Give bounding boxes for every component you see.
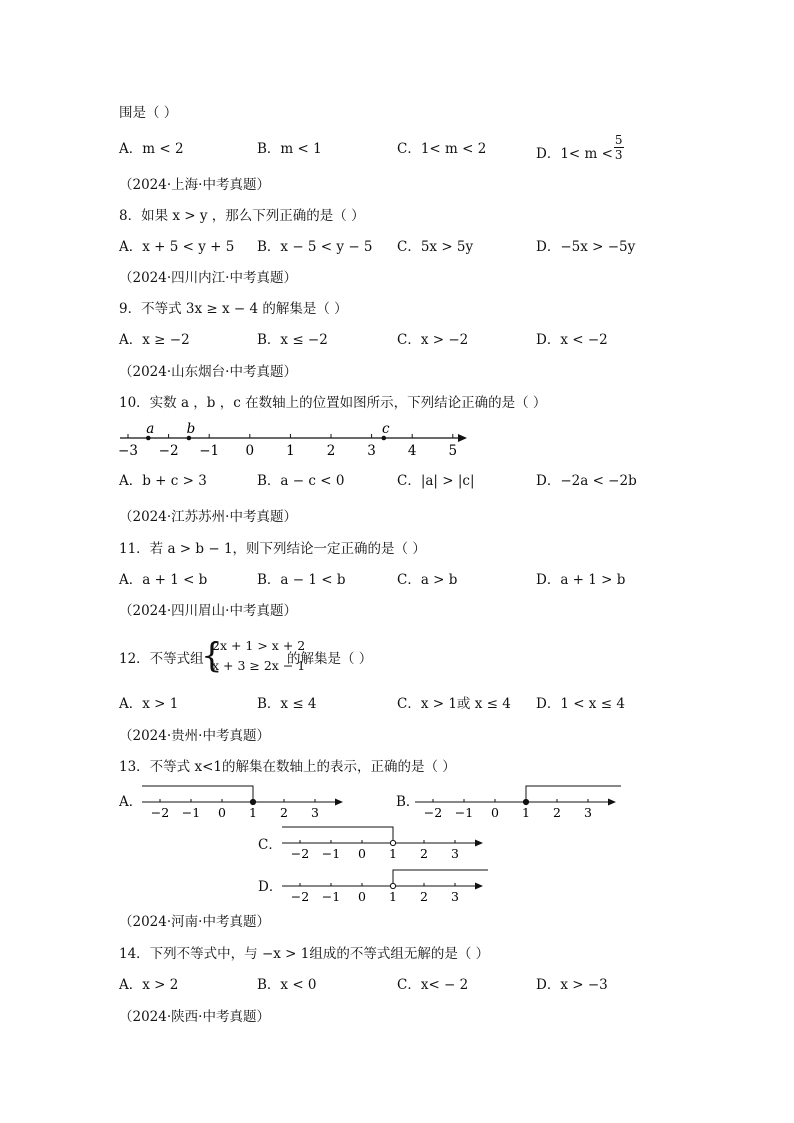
- source-q8: （2024·四川内江·中考真题）: [119, 270, 297, 286]
- tick-label: 3: [451, 846, 459, 861]
- q12-inequality-1: 2x + 1 > x + 2: [212, 638, 306, 653]
- q7-option-d-prefix: D．1< m <: [536, 146, 613, 162]
- q12-stem-prefix: 12．不等式组: [119, 651, 204, 667]
- q10-tick-label: 2: [326, 443, 336, 459]
- q11-option-c: C．a > b: [397, 572, 458, 588]
- source-q14: （2024·陕西·中考真题）: [119, 1009, 270, 1025]
- q9-option-a: A．x ≥ −2: [119, 332, 190, 348]
- q8-option-a: A．x + 5 < y + 5: [119, 239, 235, 255]
- q12-stem-suffix: 的解集是（ ）: [287, 651, 373, 667]
- q12-option-b: B．x ≤ 4: [257, 696, 317, 712]
- q10-point-label: c: [381, 421, 390, 437]
- q10-tick-label: 3: [367, 443, 376, 459]
- closed-point: [250, 799, 255, 804]
- q10-option-d: D．−2a < −2b: [536, 473, 637, 489]
- q13-option-d-label: D．: [258, 879, 283, 895]
- tick-label: 2: [280, 805, 288, 820]
- tick-label: 2: [420, 889, 428, 904]
- q10-tick-label: 5: [448, 443, 458, 459]
- tick-label: 0: [491, 805, 499, 820]
- q12-inequality-2: x + 3 ≥ 2x − 1: [212, 658, 306, 673]
- q13-stem: 13．不等式 x<1的解集在数轴上的表示，正确的是（ ）: [119, 759, 456, 775]
- tick-label: −1: [321, 846, 341, 861]
- q12-brace: {: [201, 636, 223, 676]
- q10-stem: 10．实数 a ，b ，c 在数轴上的位置如图所示，下列结论正确的是（ ）: [119, 395, 547, 411]
- solution-ray: [526, 786, 621, 802]
- axis-arrow: [608, 799, 616, 806]
- tick-label: 1: [389, 889, 397, 904]
- q7-option-a: A．m < 2: [119, 141, 184, 157]
- source-q9: （2024·山东烟台·中考真题）: [119, 364, 297, 380]
- q11-option-d: D．a + 1 > b: [536, 572, 626, 588]
- q13-option-a-label: A．: [119, 794, 143, 810]
- q9-option-d: D．x < −2: [536, 332, 608, 348]
- tick-label: 3: [311, 805, 319, 820]
- tick-label: 0: [358, 846, 366, 861]
- source-q7: （2024·上海·中考真题）: [119, 177, 270, 193]
- q10-tick-label: −2: [158, 443, 179, 459]
- tick-label: 0: [358, 889, 366, 904]
- q14-option-d: D．x > −3: [536, 977, 608, 993]
- axis-arrow: [475, 883, 483, 890]
- q8-option-b: B．x − 5 < y − 5: [257, 239, 373, 255]
- q10-option-b: B．a − c < 0: [257, 473, 345, 489]
- q11-stem: 11．若 a > b − 1，则下列结论一定正确的是（ ）: [119, 541, 426, 557]
- q11-option-b: B．a − 1 < b: [257, 572, 346, 588]
- q7-option-b: B．m < 1: [257, 141, 322, 157]
- q14-stem: 14．下列不等式中，与 −x > 1组成的不等式组无解的是（ ）: [119, 946, 490, 962]
- q9-option-c: C．x > −2: [397, 332, 469, 348]
- tick-label: 1: [249, 805, 257, 820]
- tick-label: 3: [451, 889, 459, 904]
- q7-frac-num: 5: [614, 133, 623, 147]
- tick-label: −2: [150, 805, 170, 820]
- solution-ray: [142, 786, 253, 802]
- q8-stem: 8．如果 x > y ，那么下列正确的是（ ）: [119, 208, 365, 224]
- tick-label: −2: [290, 889, 310, 904]
- q8-option-d: D．−5x > −5y: [536, 239, 636, 255]
- axis-arrow: [335, 799, 343, 806]
- solution-ray: [282, 827, 393, 843]
- q9-stem: 9．不等式 3x ≥ x − 4 的解集是（ ）: [119, 301, 348, 317]
- q10-tick-label: −3: [118, 443, 138, 459]
- tick-label: 2: [420, 846, 428, 861]
- q10-tick-label: −1: [199, 443, 220, 459]
- q14-option-a: A．x > 2: [119, 977, 179, 993]
- q7-stem-tail: 围是（ ）: [119, 105, 178, 121]
- q10-number-line: [115, 420, 485, 462]
- q10-tick-label: 4: [407, 443, 417, 459]
- axis-arrow: [475, 840, 483, 847]
- q13-option-c-number-line: [280, 823, 492, 863]
- source-q11: （2024·四川眉山·中考真题）: [119, 603, 297, 619]
- q12-option-a: A．x > 1: [119, 696, 179, 712]
- tick-label: 1: [389, 846, 397, 861]
- tick-label: −1: [454, 805, 474, 820]
- q10-tick-label: 0: [245, 443, 255, 459]
- tick-label: 2: [553, 805, 561, 820]
- tick-label: −2: [290, 846, 310, 861]
- q13-option-b-number-line: [413, 782, 625, 822]
- source-q10: （2024·江苏苏州·中考真题）: [119, 509, 297, 525]
- q10-axis-arrow: [458, 434, 467, 442]
- tick-label: −2: [423, 805, 443, 820]
- q12-option-c: C．x > 1或 x ≤ 4: [397, 696, 511, 712]
- source-q13: （2024·河南·中考真题）: [119, 914, 270, 930]
- closed-point: [523, 799, 528, 804]
- tick-label: −1: [181, 805, 201, 820]
- source-q12: （2024·贵州·中考真题）: [119, 728, 270, 744]
- q13-option-d-number-line: [280, 866, 492, 906]
- tick-label: 1: [522, 805, 530, 820]
- q10-tick-label: 1: [286, 443, 295, 459]
- open-point: [390, 883, 395, 888]
- q10-point-label: b: [186, 421, 196, 437]
- tick-label: 3: [584, 805, 592, 820]
- q7-option-d-fraction: [614, 133, 624, 162]
- q9-option-b: B．x ≤ −2: [257, 332, 328, 348]
- q10-option-a: A．b + c > 3: [119, 473, 207, 489]
- q7-option-c: C．1< m < 2: [397, 141, 487, 157]
- q7-option-d: [536, 133, 624, 162]
- q7-frac-den: 3: [614, 148, 623, 162]
- q14-option-b: B．x < 0: [257, 977, 317, 993]
- q8-option-c: C．5x > 5y: [397, 239, 474, 255]
- tick-label: 0: [218, 805, 226, 820]
- q10-option-c: C．|a| > |c|: [397, 473, 475, 489]
- q12-option-d: D．1 < x ≤ 4: [536, 696, 625, 712]
- q11-option-a: A．a + 1 < b: [119, 572, 208, 588]
- solution-ray: [393, 870, 488, 886]
- q13-option-a-number-line: [140, 782, 355, 822]
- tick-label: −1: [321, 889, 341, 904]
- q10-point-label: a: [146, 421, 155, 437]
- q13-option-b-label: B．: [396, 794, 420, 810]
- open-point: [390, 840, 395, 845]
- q13-option-c-label: C．: [258, 837, 282, 853]
- q14-option-c: C．x< − 2: [397, 977, 469, 993]
